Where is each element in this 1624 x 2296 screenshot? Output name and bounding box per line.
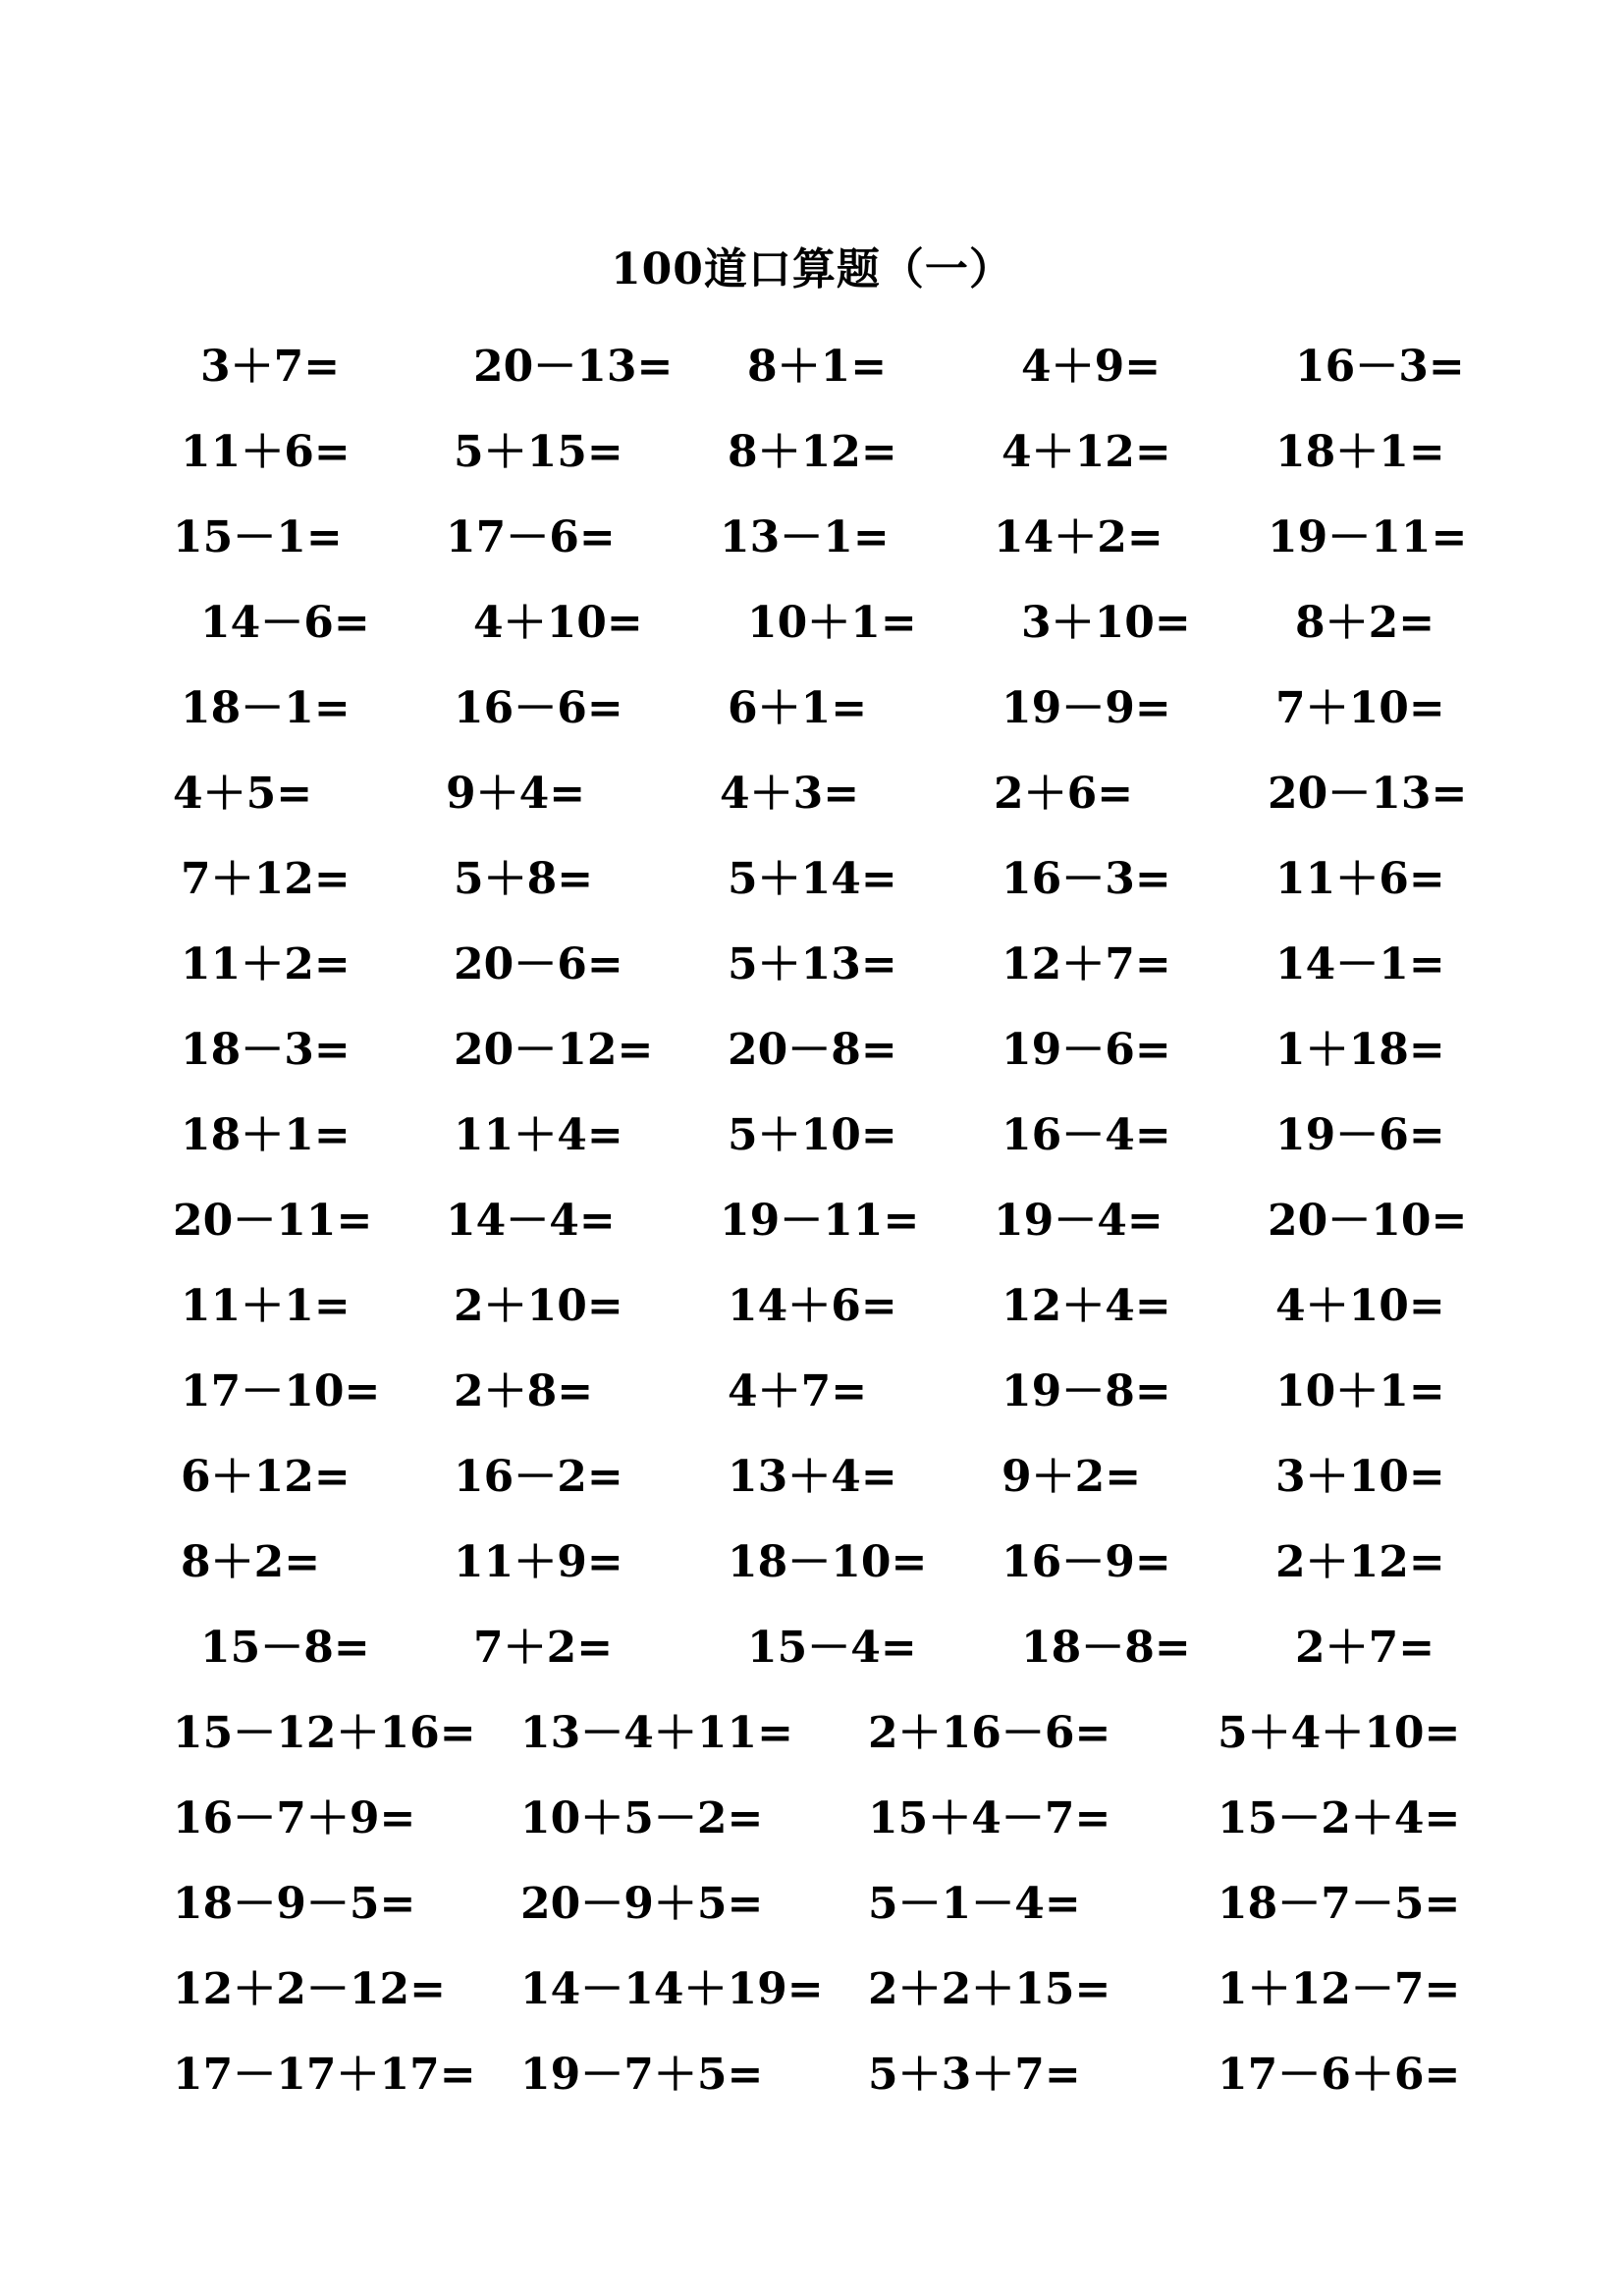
problem-item: 20－11= bbox=[173, 1196, 373, 1246]
problem-row bbox=[0, 1605, 1624, 1690]
problem-row bbox=[0, 1434, 1624, 1520]
problem-row bbox=[0, 666, 1624, 751]
problem-item: 14＋2= bbox=[994, 512, 1164, 562]
problem-row bbox=[0, 580, 1624, 666]
problem-item: 16－3= bbox=[1001, 854, 1171, 904]
problem-item: 18＋1= bbox=[1275, 427, 1445, 477]
problem-item: 5＋14= bbox=[728, 854, 897, 904]
problem-item: 19－6= bbox=[1275, 1110, 1445, 1160]
problem-item: 17－10= bbox=[181, 1366, 381, 1416]
problem-item: 13－4＋11= bbox=[520, 1708, 793, 1758]
problem-item: 20－13= bbox=[1268, 769, 1468, 819]
problem-row bbox=[0, 836, 1624, 922]
problem-row bbox=[0, 1007, 1624, 1093]
problem-row bbox=[0, 2032, 1624, 2117]
problem-item: 3＋7= bbox=[200, 342, 341, 392]
problem-item: 17－6= bbox=[446, 512, 616, 562]
problem-item: 14＋6= bbox=[728, 1281, 897, 1331]
problem-item: 18－7－5= bbox=[1218, 1879, 1461, 1929]
problem-item: 20－12= bbox=[454, 1025, 654, 1075]
problem-item: 9＋4= bbox=[446, 769, 586, 819]
problem-item: 11＋9= bbox=[454, 1537, 623, 1587]
problem-item: 16－9= bbox=[1001, 1537, 1171, 1587]
problem-item: 18－10= bbox=[728, 1537, 928, 1587]
problem-item: 15－1= bbox=[173, 512, 343, 562]
problem-item: 1＋18= bbox=[1275, 1025, 1445, 1075]
problem-item: 2＋12= bbox=[1275, 1537, 1445, 1587]
problem-item: 19－11= bbox=[1268, 512, 1468, 562]
problem-item: 15－2＋4= bbox=[1218, 1793, 1461, 1843]
problem-item: 18＋1= bbox=[181, 1110, 351, 1160]
problem-item: 8＋12= bbox=[728, 427, 897, 477]
problem-row bbox=[0, 1947, 1624, 2032]
problem-item: 2＋16－6= bbox=[868, 1708, 1111, 1758]
problem-item: 12＋7= bbox=[1001, 939, 1171, 989]
problem-item: 19－7＋5= bbox=[520, 2050, 764, 2100]
problem-item: 12＋2－12= bbox=[173, 1964, 446, 2014]
problem-item: 11＋6= bbox=[181, 427, 351, 477]
problem-item: 15－12＋16= bbox=[173, 1708, 476, 1758]
problem-item: 6＋1= bbox=[728, 683, 868, 733]
problem-item: 15－4= bbox=[747, 1623, 917, 1673]
problem-item: 14－14＋19= bbox=[520, 1964, 824, 2014]
problem-item: 5＋3＋7= bbox=[868, 2050, 1081, 2100]
problem-item: 16－7＋9= bbox=[173, 1793, 416, 1843]
simple-problems-grid bbox=[0, 324, 1624, 1690]
problem-row bbox=[0, 1263, 1624, 1349]
problem-item: 19－11= bbox=[720, 1196, 920, 1246]
problem-item: 11＋2= bbox=[181, 939, 351, 989]
problem-item: 20－9＋5= bbox=[520, 1879, 764, 1929]
problem-row bbox=[0, 324, 1624, 409]
problem-item: 2＋8= bbox=[454, 1366, 594, 1416]
problem-item: 16－4= bbox=[1001, 1110, 1171, 1160]
problem-item: 7＋12= bbox=[181, 854, 351, 904]
page-title: 100道口算题（一） bbox=[611, 244, 1013, 294]
problem-item: 19－4= bbox=[994, 1196, 1164, 1246]
problem-item: 4＋3= bbox=[720, 769, 860, 819]
problem-item: 2＋2＋15= bbox=[868, 1964, 1111, 2014]
problem-item: 4＋7= bbox=[728, 1366, 868, 1416]
problem-item: 14－6= bbox=[200, 598, 370, 648]
problem-row bbox=[0, 922, 1624, 1007]
problem-item: 16－2= bbox=[454, 1452, 623, 1502]
problem-item: 6＋12= bbox=[181, 1452, 351, 1502]
problem-item: 20－13= bbox=[473, 342, 674, 392]
problem-item: 16－6= bbox=[454, 683, 623, 733]
problem-item: 15－8= bbox=[200, 1623, 370, 1673]
problem-item: 11＋6= bbox=[1275, 854, 1445, 904]
problem-item: 8＋2= bbox=[181, 1537, 321, 1587]
problem-row bbox=[0, 1093, 1624, 1178]
problem-item: 3＋10= bbox=[1275, 1452, 1445, 1502]
problem-item: 5＋4＋10= bbox=[1218, 1708, 1461, 1758]
problem-item: 7＋2= bbox=[473, 1623, 614, 1673]
problem-item: 5＋15= bbox=[454, 427, 623, 477]
mixed-problems-grid bbox=[0, 1690, 1624, 2117]
problem-item: 7＋10= bbox=[1275, 683, 1445, 733]
problem-item: 2＋6= bbox=[994, 769, 1134, 819]
problem-row bbox=[0, 409, 1624, 495]
problem-item: 18－3= bbox=[181, 1025, 351, 1075]
problem-item: 20－6= bbox=[454, 939, 623, 989]
problem-item: 1＋12－7= bbox=[1218, 1964, 1461, 2014]
problem-item: 5＋8= bbox=[454, 854, 594, 904]
problem-item: 18－8= bbox=[1021, 1623, 1191, 1673]
problem-item: 11＋4= bbox=[454, 1110, 623, 1160]
problem-item: 19－6= bbox=[1001, 1025, 1171, 1075]
problem-item: 19－8= bbox=[1001, 1366, 1171, 1416]
problem-item: 11＋1= bbox=[181, 1281, 351, 1331]
problem-item: 14－4= bbox=[446, 1196, 616, 1246]
problem-item: 14－1= bbox=[1275, 939, 1445, 989]
problem-item: 18－9－5= bbox=[173, 1879, 416, 1929]
problem-item: 9＋2= bbox=[1001, 1452, 1142, 1502]
problem-item: 8＋2= bbox=[1295, 598, 1435, 648]
problem-row bbox=[0, 495, 1624, 580]
problem-item: 5＋13= bbox=[728, 939, 897, 989]
problem-item: 5＋10= bbox=[728, 1110, 897, 1160]
problem-row bbox=[0, 1349, 1624, 1434]
problem-row bbox=[0, 751, 1624, 836]
problem-item: 13＋4= bbox=[728, 1452, 897, 1502]
problem-item: 18－1= bbox=[181, 683, 351, 733]
problem-item: 10＋1= bbox=[1275, 1366, 1445, 1416]
problem-item: 10＋1= bbox=[747, 598, 917, 648]
problem-item: 4＋5= bbox=[173, 769, 313, 819]
problem-item: 4＋10= bbox=[473, 598, 643, 648]
problem-item: 15＋4－7= bbox=[868, 1793, 1111, 1843]
problem-row bbox=[0, 1776, 1624, 1861]
problem-item: 8＋1= bbox=[747, 342, 888, 392]
problem-item: 12＋4= bbox=[1001, 1281, 1171, 1331]
problem-item: 4＋10= bbox=[1275, 1281, 1445, 1331]
problem-item: 4＋12= bbox=[1001, 427, 1171, 477]
problem-row bbox=[0, 1861, 1624, 1947]
problem-row bbox=[0, 1690, 1624, 1776]
problem-item: 20－8= bbox=[728, 1025, 897, 1075]
problem-item: 17－6＋6= bbox=[1218, 2050, 1461, 2100]
problem-item: 5－1－4= bbox=[868, 1879, 1081, 1929]
problem-item: 17－17＋17= bbox=[173, 2050, 476, 2100]
problem-item: 3＋10= bbox=[1021, 598, 1191, 648]
problem-item: 20－10= bbox=[1268, 1196, 1468, 1246]
problem-item: 10＋5－2= bbox=[520, 1793, 764, 1843]
problem-item: 4＋9= bbox=[1021, 342, 1162, 392]
problem-item: 13－1= bbox=[720, 512, 890, 562]
problem-item: 19－9= bbox=[1001, 683, 1171, 733]
problem-item: 16－3= bbox=[1295, 342, 1465, 392]
problem-row bbox=[0, 1178, 1624, 1263]
problem-item: 2＋10= bbox=[454, 1281, 623, 1331]
problem-row bbox=[0, 1520, 1624, 1605]
problem-item: 2＋7= bbox=[1295, 1623, 1435, 1673]
